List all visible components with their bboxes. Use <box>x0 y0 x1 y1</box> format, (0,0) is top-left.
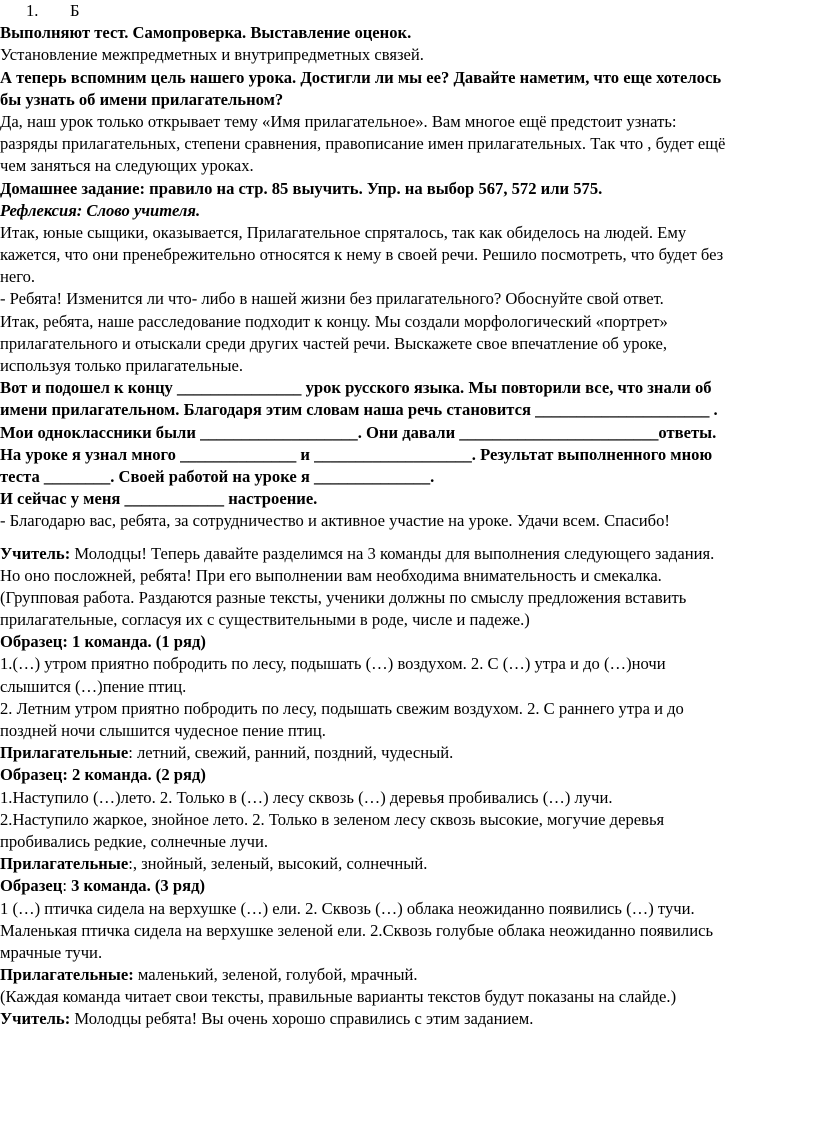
list-number: 1. <box>26 1 39 20</box>
text-line: На уроке я узнал много ______________ и ___________________. Результат выполненного мною <box>0 444 713 464</box>
team3-line: Маленькая птичка сидела на верхушке зеленой ели. 2.Сквозь голубые облака неожиданно появились <box>0 920 714 940</box>
team2-line: пробивались редкие, солнечные лучи. <box>0 831 269 851</box>
teacher-label: Учитель: <box>0 1009 71 1029</box>
team2-line: 1.Наступило (…)лето. 2. Только в (…) лесу сквозь (…) деревья пробивались (…) лучи. <box>0 787 613 807</box>
text-line: Да, наш урок только открывает тему «Имя прилагательное». Вам многое ещё предстоит узнать: <box>0 111 677 131</box>
team3-adjectives <box>0 964 806 986</box>
team1-heading: Образец: 1 команда. (1 ряд) <box>0 632 206 652</box>
teacher-intro-line: Но оно посложней, ребята! При его выполнении вам необходима внимательность и смекалка. <box>0 565 662 585</box>
text-line: Вот и подошел к концу _______________ урок русского языка. Мы повторили все, что знали об <box>0 378 712 398</box>
team1-line: поздней ночи слышится чудесное пение птиц. <box>0 721 326 740</box>
list-item <box>0 0 806 22</box>
text-line: - Ребята! Изменится ли что- либо в нашей жизни без прилагательного? Обоснуйте свой ответ. <box>0 289 664 309</box>
text-line: теста ________. Своей работой на уроке я ______________. <box>0 466 435 486</box>
adjectives-list: : летний, свежий, ранний, поздний, чудесный. <box>128 743 454 763</box>
team2-line: 2.Наступило жаркое, знойное лето. 2. Только в зеленом лесу сквозь высокие, могучие деревья <box>0 809 665 829</box>
team3-heading-sep: : <box>62 876 72 896</box>
teacher-intro-line: прилагательные, согласуя их с существительными в роде, числе и падеже.) <box>0 610 530 630</box>
closing-note: (Каждая команда читает свои тексты, правильные варианты текстов будут показаны на слайде.) <box>0 987 677 1007</box>
team2-heading: Образец: 2 команда. (2 ряд) <box>0 765 206 785</box>
teacher-label: Учитель: <box>0 543 71 563</box>
text-line: Установление межпредметных и внутрипредметных связей. <box>0 45 424 65</box>
text-line: разряды прилагательных, степени сравнения, правописание имен прилагательных. Так что , будет ещё <box>0 134 726 154</box>
team1-adjectives <box>0 742 806 764</box>
teacher-final-text: Молодцы ребята! Вы очень хорошо справились с этим заданием. <box>70 1009 534 1029</box>
teacher-intro-line: (Групповая работа. Раздаются разные тексты, ученики должны по смыслу предложения вставить <box>0 587 687 607</box>
team1-line: слышится (…)пение птиц. <box>0 676 187 696</box>
paragraph-spacer <box>0 533 806 543</box>
text-line: Итак, ребята, наше расследование подходит к концу. Мы создали морфологический «портрет» <box>0 311 668 331</box>
text-line: чем заняться на следующих уроках. <box>0 156 254 176</box>
adjectives-list: :, знойный, зеленый, высокий, солнечный. <box>128 854 428 874</box>
text-line: используя только прилагательные. <box>0 356 243 375</box>
text-line: Итак, юные сыщики, оказывается, Прилагательное спряталось, так как обиделось на людей. Ему <box>0 222 687 242</box>
text-line: кажется, что они пренебрежительно относятся к нему в своей речи. Решило посмотреть, что будет без <box>0 245 724 265</box>
text-line: И сейчас у меня ____________ настроение. <box>0 489 318 509</box>
team1-line: 1.(…) утром приятно побродить по лесу, подышать (…) воздухом. 2. С (…) утра и до (…)ночи <box>0 654 666 674</box>
adjectives-label: Прилагательные <box>0 743 129 763</box>
team3-line: 1 (…) птичка сидела на верхушке (…) ели. 2. Сквозь (…) облака неожиданно появились (…) тучи. <box>0 898 695 918</box>
team3-heading-label: Образец <box>0 876 63 896</box>
team3-line: мрачные тучи. <box>0 942 103 962</box>
teacher-final-line <box>0 1008 806 1030</box>
lesson-text-block <box>0 22 806 532</box>
text-line: него. <box>0 267 36 287</box>
teacher-intro-text: Молодцы! Теперь давайте разделимся на 3 команды для выполнения следующего задания. <box>70 543 715 563</box>
adjectives-label: Прилагательные: <box>0 965 134 985</box>
text-line: Выполняют тест. Самопроверка. Выставление оценок. <box>0 23 412 43</box>
text-line: Мои одноклассники были ___________________. Они давали ________________________ответы. <box>0 422 717 442</box>
list-item-text: Б <box>70 1 80 20</box>
team1-line: 2. Летним утром приятно побродить по лесу, подышать свежим воздухом. 2. С раннего утра и до <box>0 698 684 718</box>
adjectives-label: Прилагательные <box>0 854 129 874</box>
text-line: прилагательного и отыскали среди других частей речи. Выскажете свое впечатление об уроке, <box>0 333 668 353</box>
team3-heading-rest: 3 команда. (3 ряд) <box>71 876 205 896</box>
text-line: - Благодарю вас, ребята, за сотрудничество и активное участие на уроке. Удачи всем. Спасибо! <box>0 511 670 531</box>
text-line: Рефлексия: Слово учителя. <box>0 200 201 220</box>
text-line: бы узнать об имени прилагательном? <box>0 89 284 109</box>
text-line: Домашнее задание: правило на стр. 85 выучить. Упр. на выбор 567, 572 или 575. <box>0 178 603 198</box>
teacher-intro-line <box>0 543 806 565</box>
team3-heading <box>0 875 806 897</box>
team2-adjectives <box>0 853 806 875</box>
text-line: имени прилагательном. Благодаря этим словам наша речь становится _____________________ . <box>0 400 718 420</box>
adjectives-list: маленький, зеленой, голубой, мрачный. <box>133 965 418 985</box>
text-line: А теперь вспомним цель нашего урока. Достигли ли мы ее? Давайте наметим, что еще хотелось <box>0 67 722 87</box>
